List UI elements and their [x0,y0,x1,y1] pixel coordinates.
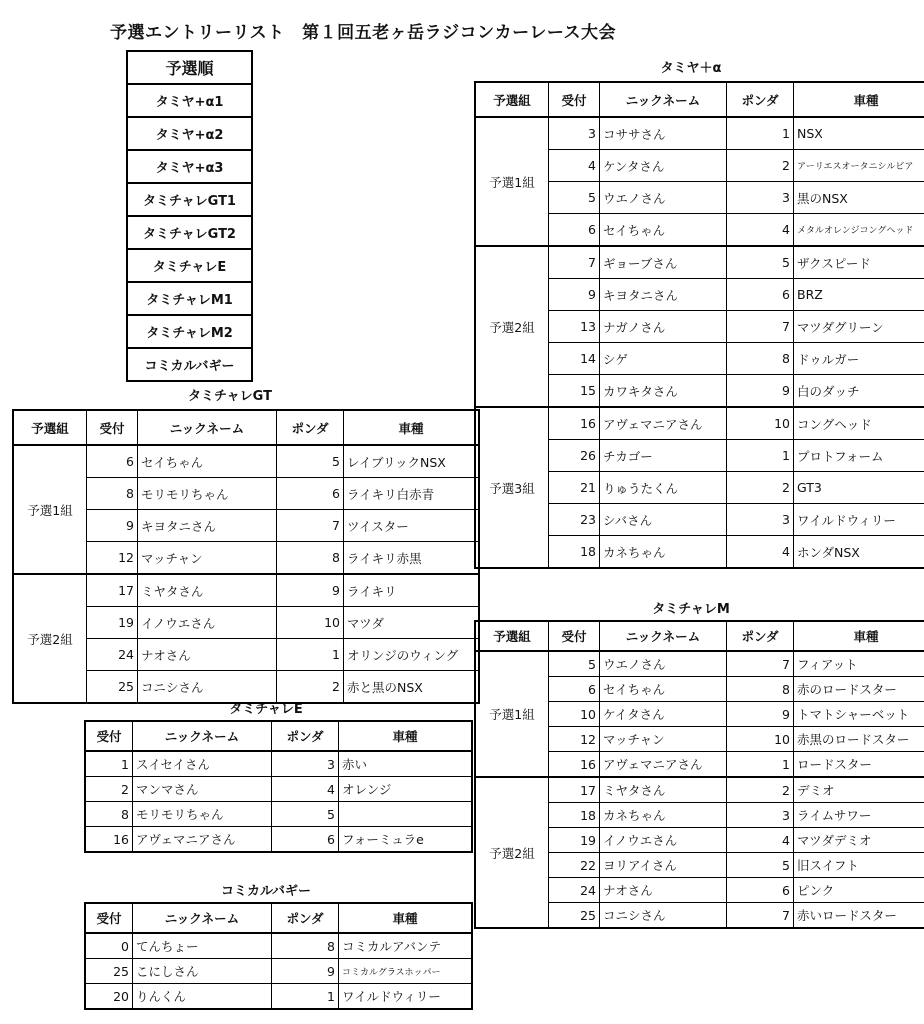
ponder-number: 5 [272,802,339,827]
entry-number: 5 [549,182,600,214]
nickname: スイセイさん [133,751,272,777]
entry-number: 3 [549,117,600,150]
race-order-item: コミカルバギー [127,348,252,381]
entry-number: 16 [549,752,600,778]
table-row [85,777,472,802]
ponder-number: 3 [727,803,794,828]
ponder-number: 2 [727,777,794,803]
nickname: ギョーブさん [600,246,727,279]
car-model: ワイルドウィリー [794,504,924,536]
nickname: ナオさん [138,639,277,671]
ponder-number: 1 [272,984,339,1010]
race-order-item: タミチャレM2 [127,315,252,348]
race-order-head: 予選順 [127,51,252,84]
nickname: アヴェマニアさん [600,752,727,778]
ponder-number: 5 [727,853,794,878]
car-model: 旧スイフト [794,853,924,878]
car-model: ライキリ [344,574,480,607]
entry-number: 24 [549,878,600,903]
entry-number: 24 [87,639,138,671]
nickname: キヨタニさん [600,279,727,311]
ponder-number: 1 [727,117,794,150]
car-model: トマトシャーベット [794,702,924,727]
entry-number: 18 [549,803,600,828]
e-caption: タミチャレE [229,702,303,717]
table-row [475,407,924,440]
ponder-number: 8 [272,933,339,959]
entry-number: 25 [87,671,138,704]
nickname: ケンタさん [600,150,727,182]
col-header-car: 車種 [794,82,924,117]
ponder-number: 6 [727,279,794,311]
car-model: ピンク [794,878,924,903]
col-header-nick: ニックネーム [133,721,272,751]
entry-number: 25 [85,959,133,984]
nickname: イノウエさん [138,607,277,639]
entry-number: 19 [549,828,600,853]
col-header-ponder: ポンダ [727,82,794,117]
col-header-group: 予選組 [475,82,549,117]
entry-number: 6 [549,214,600,247]
ponder-number: 1 [277,639,344,671]
col-header-ponder: ポンダ [727,621,794,651]
car-model: ツイスター [344,510,480,542]
col-header-ponder: ポンダ [277,410,344,445]
ponder-number: 7 [277,510,344,542]
ponder-number: 5 [727,246,794,279]
car-model: デミオ [794,777,924,803]
table-row [475,777,924,803]
entry-number: 9 [549,279,600,311]
group-label: 予選2組 [13,574,87,703]
ponder-number: 8 [727,677,794,702]
entry-number: 17 [87,574,138,607]
ponder-number: 4 [272,777,339,802]
entry-number: 23 [549,504,600,536]
entry-number: 12 [87,542,138,575]
col-header-entry: 受付 [85,721,133,751]
table-row [85,751,472,777]
nickname: コニシさん [600,903,727,929]
nickname: マッチャン [138,542,277,575]
col-header-ponder: ポンダ [272,903,339,933]
race-order-item: タミヤ+α3 [127,150,252,183]
nickname: イノウエさん [600,828,727,853]
entry-number: 9 [87,510,138,542]
entry-number: 22 [549,853,600,878]
nickname: ヨリアイさん [600,853,727,878]
page-title: 予選エントリーリスト 第１回五老ヶ岳ラジコンカーレース大会 [110,23,616,43]
col-header-car: 車種 [339,903,473,933]
gt-entry-table [12,409,480,704]
car-model: ワイルドウィリー [339,984,473,1010]
entry-number: 15 [549,375,600,408]
ponder-number: 6 [272,827,339,853]
nickname: セイちゃん [600,214,727,247]
entry-number: 6 [87,445,138,478]
group-label: 予選3組 [475,407,549,568]
car-model: フォーミュラe [339,827,473,853]
table-row [85,827,472,853]
group-label: 予選2組 [475,777,549,928]
entry-number: 7 [549,246,600,279]
nickname: マッチャン [600,727,727,752]
nickname: キヨタニさん [138,510,277,542]
nickname: モリモリちゃん [133,802,272,827]
entry-number: 21 [549,472,600,504]
buggy-entry-table [84,902,473,1010]
ponder-number: 10 [727,407,794,440]
buggy-caption: コミカルバギー [220,884,312,899]
e-entry-table [84,720,473,853]
ponder-number: 2 [277,671,344,704]
race-order-item: タミチャレM1 [127,282,252,315]
col-header-nick: ニックネーム [600,82,727,117]
alpha-caption: タミヤ＋α [660,61,722,76]
ponder-number: 2 [727,472,794,504]
ponder-number: 4 [727,214,794,247]
col-header-nick: ニックネーム [138,410,277,445]
car-model: BRZ [794,279,924,311]
car-model: ロードスター [794,752,924,778]
table-row [85,984,472,1010]
car-model: 赤のロードスター [794,677,924,702]
ponder-number: 9 [727,702,794,727]
car-model: ライムサワー [794,803,924,828]
race-order-table [126,50,253,382]
ponder-number: 10 [727,727,794,752]
car-model: レイブリックNSX [344,445,480,478]
nickname: ケイタさん [600,702,727,727]
car-model: オリンジのウィング [344,639,480,671]
nickname: アヴェマニアさん [133,827,272,853]
ponder-number: 7 [727,311,794,343]
nickname: コササさん [600,117,727,150]
race-order-item: タミチャレGT2 [127,216,252,249]
table-row [85,959,472,984]
car-model: 赤と黒のNSX [344,671,480,704]
nickname: ミヤタさん [138,574,277,607]
table-row [13,445,479,478]
car-model: 黒のNSX [794,182,924,214]
car-model: 白のダッチ [794,375,924,408]
entry-number: 0 [85,933,133,959]
race-order-item: タミヤ+α2 [127,117,252,150]
nickname: シゲ [600,343,727,375]
car-model: ライキリ白赤青 [344,478,480,510]
car-model: ドゥルガー [794,343,924,375]
nickname: ウエノさん [600,651,727,677]
ponder-number: 3 [272,751,339,777]
group-label: 予選1組 [13,445,87,574]
nickname: セイちゃん [138,445,277,478]
nickname: ナオさん [600,878,727,903]
nickname: カネちゃん [600,536,727,569]
ponder-number: 9 [727,375,794,408]
entry-number: 10 [549,702,600,727]
nickname: てんちょー [133,933,272,959]
entry-number: 8 [85,802,133,827]
nickname: カワキタさん [600,375,727,408]
entry-number: 19 [87,607,138,639]
car-model: コミカルアバンテ [339,933,473,959]
ponder-number: 3 [727,182,794,214]
entry-number: 12 [549,727,600,752]
car-model: ザクスピード [794,246,924,279]
group-label: 予選1組 [475,117,549,246]
entry-number: 26 [549,440,600,472]
col-header-entry: 受付 [549,82,600,117]
entry-number: 1 [85,751,133,777]
car-model: コミカルグラスホッパー [339,959,473,984]
nickname: カネちゃん [600,803,727,828]
race-order-item: タミヤ+α1 [127,84,252,117]
col-header-car: 車種 [344,410,480,445]
ponder-number: 4 [727,536,794,569]
race-order-item: タミチャレGT1 [127,183,252,216]
col-header-car: 車種 [339,721,473,751]
entry-number: 14 [549,343,600,375]
nickname: アヴェマニアさん [600,407,727,440]
car-model: オレンジ [339,777,473,802]
nickname: こにしさん [133,959,272,984]
ponder-number: 6 [727,878,794,903]
car-model: プロトフォーム [794,440,924,472]
m-entry-table [474,620,924,929]
car-model: メタルオレンジコングヘッド [794,214,924,247]
car-model: ライキリ赤黒 [344,542,480,575]
ponder-number: 8 [727,343,794,375]
entry-number: 16 [85,827,133,853]
ponder-number: 4 [727,828,794,853]
col-header-ponder: ポンダ [272,721,339,751]
car-model: 赤い [339,751,473,777]
nickname: モリモリちゃん [138,478,277,510]
entry-number: 8 [87,478,138,510]
ponder-number: 5 [277,445,344,478]
table-row [475,117,924,150]
col-header-car: 車種 [794,621,924,651]
ponder-number: 6 [277,478,344,510]
nickname: りゅうたくん [600,472,727,504]
nickname: チカゴー [600,440,727,472]
nickname: ナガノさん [600,311,727,343]
ponder-number: 1 [727,752,794,778]
nickname: ミヤタさん [600,777,727,803]
car-model: マツダグリーン [794,311,924,343]
table-row [85,933,472,959]
entry-number: 16 [549,407,600,440]
ponder-number: 1 [727,440,794,472]
group-label: 予選1組 [475,651,549,777]
col-header-entry: 受付 [87,410,138,445]
ponder-number: 9 [277,574,344,607]
m-caption: タミチャレM [652,602,730,617]
nickname: マンマさん [133,777,272,802]
entry-number: 25 [549,903,600,929]
car-model: マツダ [344,607,480,639]
entry-number: 4 [549,150,600,182]
ponder-number: 3 [727,504,794,536]
nickname: りんくん [133,984,272,1010]
car-model [339,802,473,827]
car-model: フィアット [794,651,924,677]
group-label: 予選2組 [475,246,549,407]
col-header-entry: 受付 [85,903,133,933]
alpha-entry-table [474,81,924,569]
nickname: コニシさん [138,671,277,704]
car-model: ホンダNSX [794,536,924,569]
entry-number: 18 [549,536,600,569]
ponder-number: 8 [277,542,344,575]
col-header-nick: ニックネーム [133,903,272,933]
nickname: ウエノさん [600,182,727,214]
ponder-number: 9 [272,959,339,984]
car-model: 赤黒のロードスター [794,727,924,752]
race-order-item: タミチャレE [127,249,252,282]
entry-number: 2 [85,777,133,802]
entry-number: 17 [549,777,600,803]
car-model: 赤いロードスター [794,903,924,929]
col-header-group: 予選組 [475,621,549,651]
ponder-number: 10 [277,607,344,639]
ponder-number: 7 [727,903,794,929]
entry-number: 13 [549,311,600,343]
col-header-entry: 受付 [549,621,600,651]
car-model: アーリエスオータニシルビア [794,150,924,182]
car-model: NSX [794,117,924,150]
table-row [85,802,472,827]
table-row [475,246,924,279]
table-row [475,651,924,677]
ponder-number: 7 [727,651,794,677]
car-model: マツダデミオ [794,828,924,853]
entry-number: 20 [85,984,133,1010]
ponder-number: 2 [727,150,794,182]
col-header-group: 予選組 [13,410,87,445]
entry-number: 5 [549,651,600,677]
col-header-nick: ニックネーム [600,621,727,651]
table-row [13,574,479,607]
nickname: シバさん [600,504,727,536]
entry-number: 6 [549,677,600,702]
car-model: コングヘッド [794,407,924,440]
gt-caption: タミチャレGT [188,389,272,404]
car-model: GT3 [794,472,924,504]
nickname: セイちゃん [600,677,727,702]
